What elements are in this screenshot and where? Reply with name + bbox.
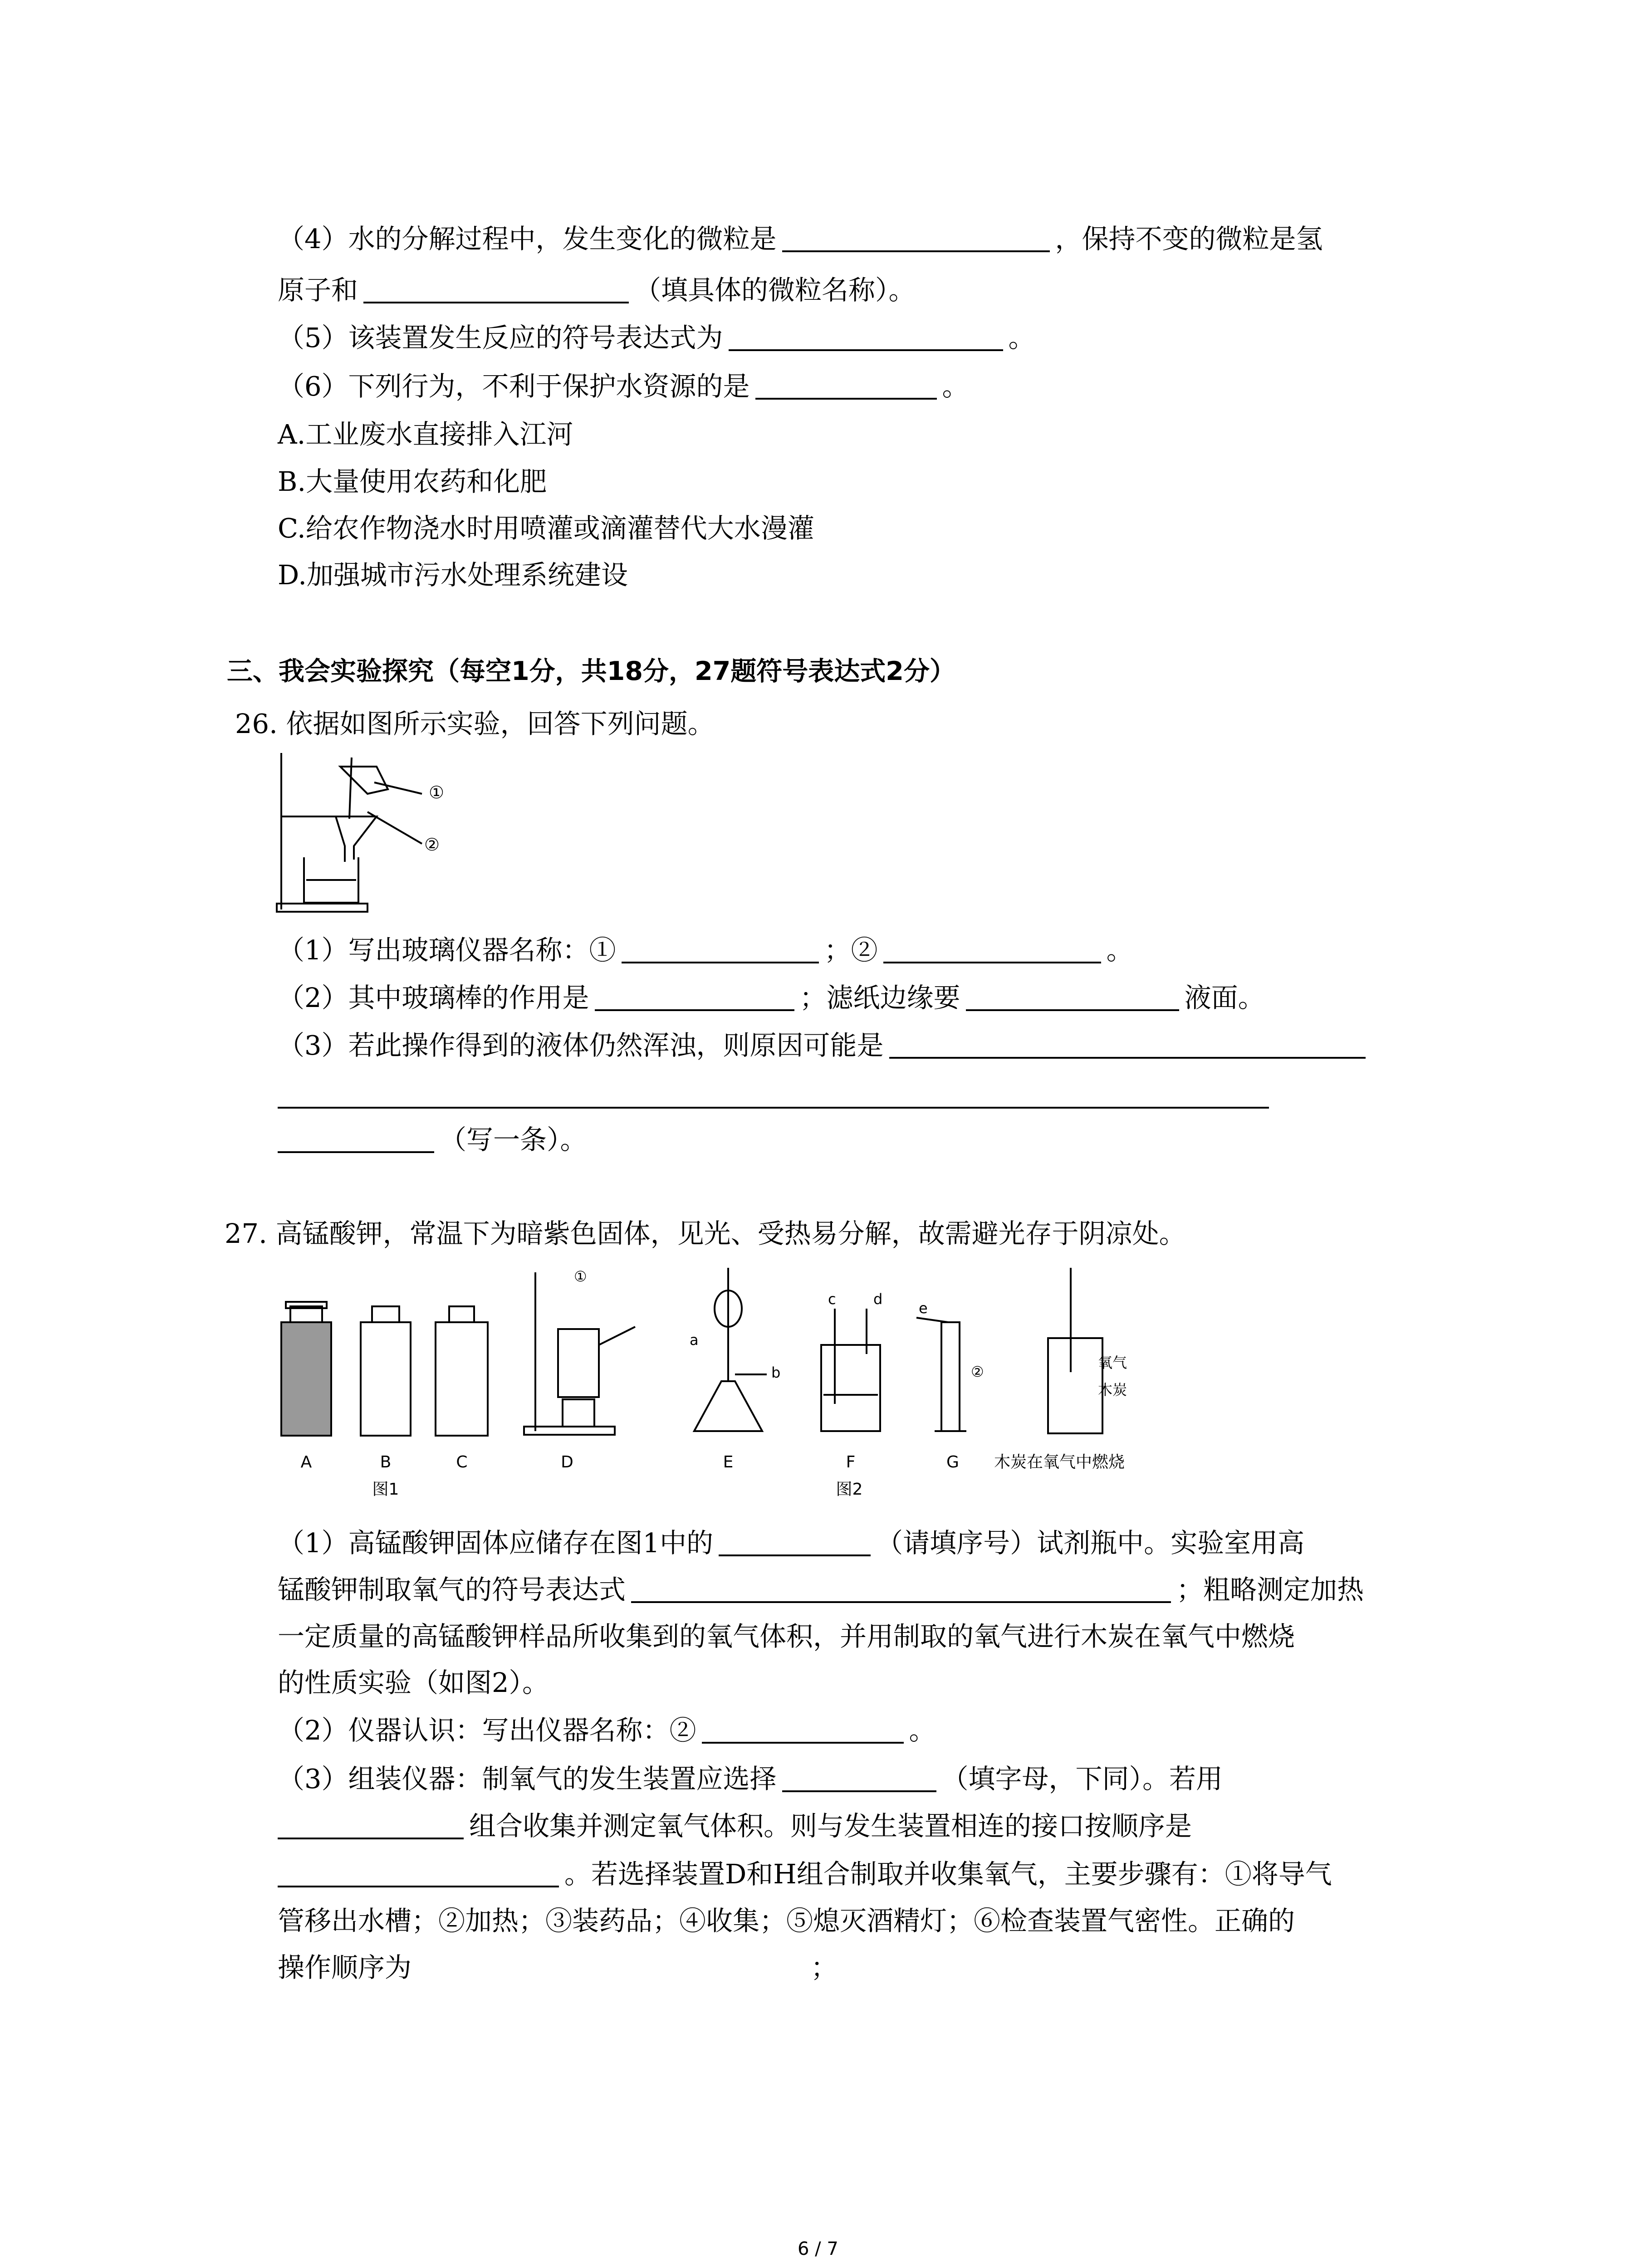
q27-part3-line1: （3）组装仪器：制氧气的发生装置应选择 （填字母，下同）。若用 bbox=[278, 1763, 1223, 1794]
gas-bottle bbox=[821, 1345, 880, 1431]
answer-blank[interactable] bbox=[719, 1531, 871, 1556]
label-circle-2: ② bbox=[971, 1363, 984, 1380]
fig-label-f: F bbox=[846, 1453, 856, 1471]
bottle-b bbox=[361, 1322, 411, 1436]
q27-part3-line5: 操作顺序为 ； bbox=[278, 1952, 838, 1983]
q26-part2: （2）其中玻璃棒的作用是 ；滤纸边缘要 液面。 bbox=[278, 982, 1265, 1013]
answer-blank[interactable] bbox=[966, 986, 1179, 1011]
option-d: D.加强城市污水处理系统建设 bbox=[278, 559, 628, 591]
fig-label-a: A bbox=[300, 1453, 312, 1471]
port-a: a bbox=[690, 1331, 699, 1349]
q25-part4-line2: 原子和 （填具体的微粒名称）。 bbox=[278, 274, 916, 306]
section-title: 三、我会实验探究（每空1分，共18分，27题符号表达式2分） bbox=[227, 656, 955, 686]
answer-blank[interactable] bbox=[363, 278, 629, 303]
q26-part3: （3）若此操作得到的液体仍然浑浊，则原因可能是 bbox=[278, 1032, 1371, 1059]
answer-blank[interactable] bbox=[702, 1718, 904, 1744]
fig2-caption: 图2 bbox=[836, 1480, 863, 1499]
filtration-apparatus-figure bbox=[272, 748, 463, 916]
flask bbox=[694, 1381, 762, 1431]
test-tube bbox=[558, 1329, 599, 1397]
answer-blank[interactable] bbox=[631, 1578, 1171, 1603]
option-b: B.大量使用农药和化肥 bbox=[278, 466, 547, 497]
answer-blank[interactable] bbox=[889, 1033, 1366, 1059]
q27-part3-line4: 管移出水槽；②加热；③装药品；④收集；⑤熄灭酒精灯；⑥检查装置气密性。正确的 bbox=[278, 1905, 1295, 1936]
q27-part1-line1: （1）高锰酸钾固体应储存在图1中的 （请填序号）试剂瓶中。实验室用高 bbox=[278, 1527, 1305, 1559]
port-d: d bbox=[873, 1290, 883, 1308]
funnel bbox=[313, 816, 377, 862]
measuring-cylinder bbox=[941, 1322, 960, 1431]
q25-part4-line1: （4）水的分解过程中，发生变化的微粒是 ，保持不变的微粒是氢 bbox=[278, 223, 1323, 254]
answer-blank[interactable] bbox=[782, 1767, 936, 1792]
fig-label-e: E bbox=[723, 1453, 734, 1471]
q27-part1-line3: 一定质量的高锰酸钾样品所收集到的氧气体积，并用制取的氧气进行木炭在氧气中燃烧 bbox=[278, 1621, 1295, 1652]
q27-part1-line2: 锰酸钾制取氧气的符号表达式 ；粗略测定加热 bbox=[278, 1574, 1364, 1605]
option-a: A.工业废水直接排入江河 bbox=[278, 419, 573, 450]
oxygen-jar bbox=[1048, 1338, 1102, 1433]
oxygen-apparatus-figure bbox=[272, 1259, 1180, 1517]
q26-part1: （1）写出玻璃仪器名称：① ；② 。 bbox=[278, 934, 1133, 966]
label-1: ① bbox=[429, 782, 445, 802]
label-2: ② bbox=[424, 835, 440, 855]
alcohol-lamp bbox=[563, 1399, 594, 1427]
port-e: e bbox=[919, 1300, 928, 1317]
q27-part2: （2）仪器认识：写出仪器名称：② 。 bbox=[278, 1715, 936, 1746]
fig-label-c: C bbox=[456, 1453, 468, 1471]
q27-stem: 27. 高锰酸钾，常温下为暗紫色固体，见光、受热易分解，故需避光存于阴凉处。 bbox=[225, 1218, 1186, 1249]
q27-part3-line3: 。若选择装置D和H组合制取并收集氧气，主要步骤有：①将导气 bbox=[278, 1861, 1332, 1887]
page-number: 6 / 7 bbox=[798, 2239, 838, 2259]
answer-blank[interactable] bbox=[278, 1862, 559, 1887]
label-oxygen: 氧气 bbox=[1098, 1354, 1127, 1371]
fig-label-g: G bbox=[946, 1453, 959, 1471]
q25-part5: （5）该装置发生反应的符号表达式为 。 bbox=[278, 322, 1035, 353]
burn-caption: 木炭在氧气中燃烧 bbox=[994, 1453, 1125, 1471]
bottle-c bbox=[436, 1322, 488, 1436]
answer-blank[interactable] bbox=[729, 326, 1003, 351]
q27-part1-line4: 的性质实验（如图2）。 bbox=[278, 1667, 549, 1698]
answer-blank[interactable] bbox=[883, 938, 1101, 963]
q26-part3-end: （写一条）。 bbox=[278, 1126, 587, 1153]
bottle-a bbox=[281, 1322, 331, 1436]
answer-line[interactable] bbox=[278, 1107, 1269, 1109]
answer-blank[interactable] bbox=[278, 1814, 464, 1839]
option-c: C.给农作物浇水时用喷灌或滴灌替代大水漫灌 bbox=[278, 513, 814, 544]
fig-label-b: B bbox=[380, 1453, 392, 1471]
answer-blank[interactable] bbox=[622, 938, 819, 963]
answer-blank[interactable] bbox=[755, 374, 937, 400]
answer-blank[interactable] bbox=[278, 1128, 434, 1153]
q26-stem: 26. 依据如图所示实验，回答下列问题。 bbox=[235, 708, 715, 739]
port-b: b bbox=[771, 1364, 781, 1381]
answer-blank[interactable] bbox=[782, 227, 1050, 252]
port-c: c bbox=[828, 1290, 836, 1308]
fig1-caption: 图1 bbox=[372, 1480, 399, 1499]
answer-blank[interactable] bbox=[595, 986, 794, 1011]
label-charcoal: 木炭 bbox=[1098, 1381, 1127, 1398]
fig-label-d: D bbox=[561, 1453, 573, 1471]
stand-base bbox=[277, 904, 367, 912]
q27-part3-line2: 组合收集并测定氧气体积。则与发生装置相连的接口按顺序是 bbox=[278, 1813, 1192, 1839]
label-circle-1: ① bbox=[574, 1268, 587, 1285]
q25-part6: （6）下列行为，不利于保护水资源的是 。 bbox=[278, 371, 969, 402]
pouring-beaker bbox=[340, 767, 388, 794]
